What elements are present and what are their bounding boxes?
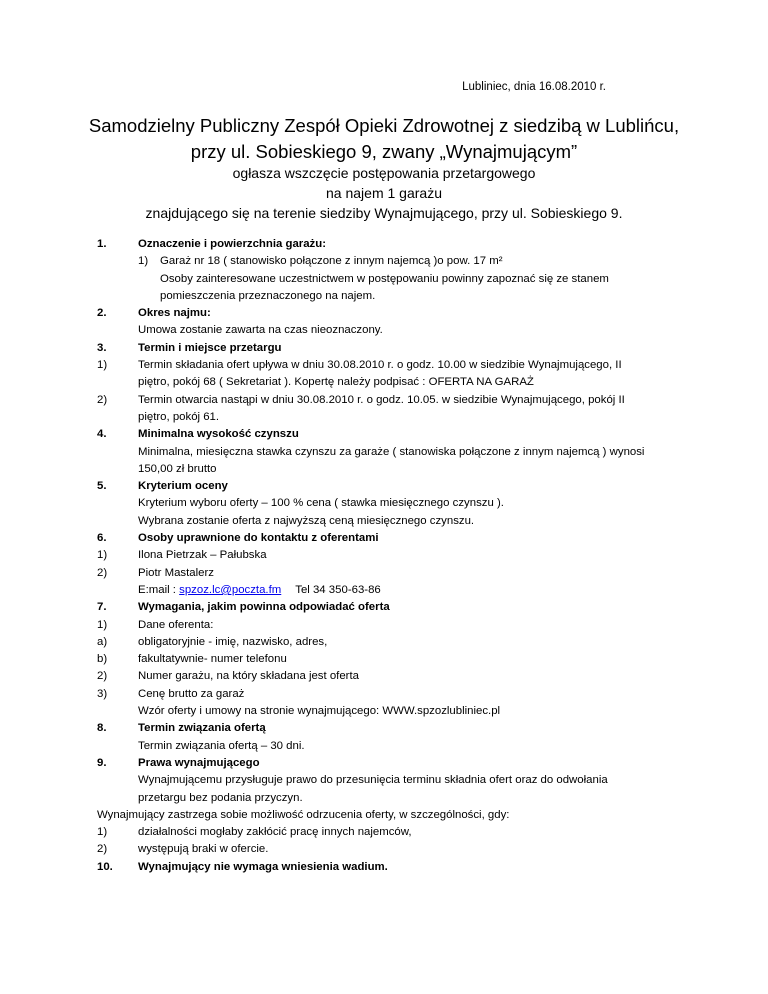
section-heading: Kryterium oceny (138, 480, 228, 493)
subtitle-line-2: na najem 1 garażu (326, 185, 442, 201)
section-9-item-2 (0, 841, 768, 858)
contact-person: Ilona Pietrzak – Pałubska (138, 549, 267, 562)
item-text: Dane oferenta: (138, 618, 214, 631)
section-heading: Wynajmujący nie wymaga wniesienia wadium. (138, 860, 388, 873)
section-2-heading (0, 305, 768, 322)
section-number: 1. (97, 238, 107, 250)
item-number: 3) (97, 687, 108, 700)
section-7-heading (0, 599, 768, 616)
item-text: fakultatywnie- numer telefonu (138, 653, 287, 666)
section-number: 6. (97, 532, 107, 545)
email-link[interactable]: spzoz.lc@poczta.fm (179, 583, 282, 596)
item-text: Osoby zainteresowane uczestnictwem w postępowaniu powinny zapoznać się ze stanem (160, 272, 609, 285)
section-number: 3. (97, 341, 107, 354)
section-5-line-1 (0, 495, 768, 512)
section-3-item-1 (0, 357, 768, 374)
item-text: Wzór oferty i umowy na stronie wynajmującego: WWW.spzozlubliniec.pl (138, 705, 501, 718)
item-letter: b) (97, 653, 108, 666)
item-number: 1) (97, 549, 108, 562)
section-text: Termin związania ofertą – 30 dni. (138, 739, 305, 752)
section-number: 2. (97, 307, 107, 320)
section-3-item-2-cont (0, 409, 768, 426)
item-text: Termin otwarcia nastąpi w dniu 30.08.2010 r. o godz. 10.05. w siedzibie Wynajmującego, pokój II (138, 393, 625, 406)
phone-number: Tel 34 350-63-86 (295, 583, 381, 596)
section-heading: Wymagania, jakim powinna odpowiadać oferta (138, 601, 390, 614)
section-9-line-3 (0, 807, 768, 824)
section-number: 10. (97, 860, 113, 873)
item-text: występują braki w ofercie. (138, 843, 269, 856)
section-9-line-1 (0, 772, 768, 789)
item-text: piętro, pokój 68 ( Sekretariat ). Kopertę należy podpisać : OFERTA NA GARAŻ (138, 376, 534, 389)
section-8-heading (0, 720, 768, 737)
item-number: 1) (97, 826, 108, 839)
section-number: 5. (97, 480, 107, 493)
item-text: Termin składania ofert upływa w dniu 30.08.2010 r. o godz. 10.00 w siedzibie Wynajmującego, II (138, 359, 622, 372)
item-text: Numer garażu, na który składana jest oferta (138, 670, 359, 683)
section-6-item-1 (0, 547, 768, 564)
section-heading: Osoby uprawnione do kontaktu z oferentami (138, 532, 379, 545)
section-4-line-2 (0, 461, 768, 478)
section-5-heading (0, 478, 768, 495)
document-body (0, 236, 768, 876)
section-7-item-1 (0, 617, 768, 634)
section-1-line-3 (0, 288, 768, 305)
item-number: 2) (97, 670, 108, 683)
item-number: 2) (97, 393, 108, 406)
section-6-contact (0, 582, 768, 599)
section-1-heading (0, 236, 768, 253)
section-7-template-info (0, 703, 768, 720)
section-number: 9. (97, 756, 107, 769)
document-date: Lubliniec, dnia 16.08.2010 r. (462, 81, 606, 93)
section-number: 7. (97, 601, 107, 614)
section-9-heading (0, 755, 768, 772)
section-heading: Termin związania ofertą (138, 722, 266, 735)
item-number: 2) (97, 566, 108, 579)
section-9-item-1 (0, 824, 768, 841)
section-5-line-2 (0, 513, 768, 530)
section-text: Wynajmującemu przysługuje prawo do przesunięcia terminu składnia ofert oraz do odwołania (138, 774, 608, 787)
section-3-item-2 (0, 392, 768, 409)
title-line-2: przy ul. Sobieskiego 9, zwany „Wynajmującym” (190, 141, 578, 162)
contact-line (138, 582, 381, 599)
section-text: 150,00 zł brutto (138, 462, 217, 475)
contact-person: Piotr Mastalerz (138, 566, 214, 579)
item-letter: a) (97, 635, 108, 648)
section-heading: Termin i miejsce przetargu (138, 341, 282, 354)
section-6-heading (0, 530, 768, 547)
section-7-item-2 (0, 668, 768, 685)
section-2-line-1 (0, 322, 768, 339)
section-10-heading (0, 859, 768, 876)
section-text: Minimalna, miesięczna stawka czynszu za garaże ( stanowiska połączone z innym najemcą ) wynosi (138, 445, 645, 458)
item-number: 1) (138, 255, 149, 268)
section-4-line-1 (0, 444, 768, 461)
section-text: Wybrana zostanie oferta z najwyższą ceną miesięcznego czynszu. (138, 514, 475, 527)
section-text: Wynajmujący zastrzega sobie możliwość odrzucenia oferty, w szczególności, gdy: (97, 808, 510, 821)
subtitle-line-1: ogłasza wszczęcie postępowania przetargowego (232, 165, 536, 181)
section-7-item-a (0, 634, 768, 651)
email-label: E:mail : (138, 583, 176, 596)
section-text: Kryterium wyboru oferty – 100 % cena ( stawka miesięcznego czynszu ). (138, 497, 504, 510)
subtitle-line-3: znajdującego się na terenie siedziby Wynajmującego, przy ul. Sobieskiego 9. (145, 205, 623, 221)
section-6-item-2 (0, 565, 768, 582)
section-9-line-2 (0, 790, 768, 807)
section-4-heading (0, 426, 768, 443)
section-1-item-1 (0, 253, 768, 270)
section-7-item-3 (0, 686, 768, 703)
section-1-line-2 (0, 271, 768, 288)
section-heading: Prawa wynajmującego (138, 756, 260, 769)
section-number: 8. (97, 722, 107, 735)
section-3-item-1-cont (0, 374, 768, 391)
item-text: Garaż nr 18 ( stanowisko połączone z innym najemcą )o pow. 17 m² (160, 255, 503, 268)
section-heading: Okres najmu: (138, 307, 211, 320)
section-heading: Oznaczenie i powierzchnia garażu: (138, 238, 326, 250)
title-line-1: Samodzielny Publiczny Zespół Opieki Zdrowotnej z siedzibą w Lublińcu, (88, 115, 680, 136)
section-heading: Minimalna wysokość czynszu (138, 428, 299, 441)
item-number: 1) (97, 359, 108, 372)
section-7-item-b (0, 651, 768, 668)
section-text: Umowa zostanie zawarta na czas nieoznaczony. (138, 324, 383, 337)
section-number: 4. (97, 428, 107, 441)
item-text: Cenę brutto za garaż (138, 687, 245, 700)
item-text: piętro, pokój 61. (138, 410, 220, 423)
item-text: obligatoryjnie - imię, nazwisko, adres, (138, 635, 328, 648)
section-8-line-1 (0, 738, 768, 755)
item-text: pomieszczenia przeznaczonego na najem. (160, 289, 376, 302)
section-3-heading (0, 340, 768, 357)
item-number: 2) (97, 843, 108, 856)
section-text: przetargu bez podania przyczyn. (138, 791, 303, 804)
item-text: działalności mogłaby zakłócić pracę innych najemców, (138, 826, 412, 839)
item-number: 1) (97, 618, 108, 631)
